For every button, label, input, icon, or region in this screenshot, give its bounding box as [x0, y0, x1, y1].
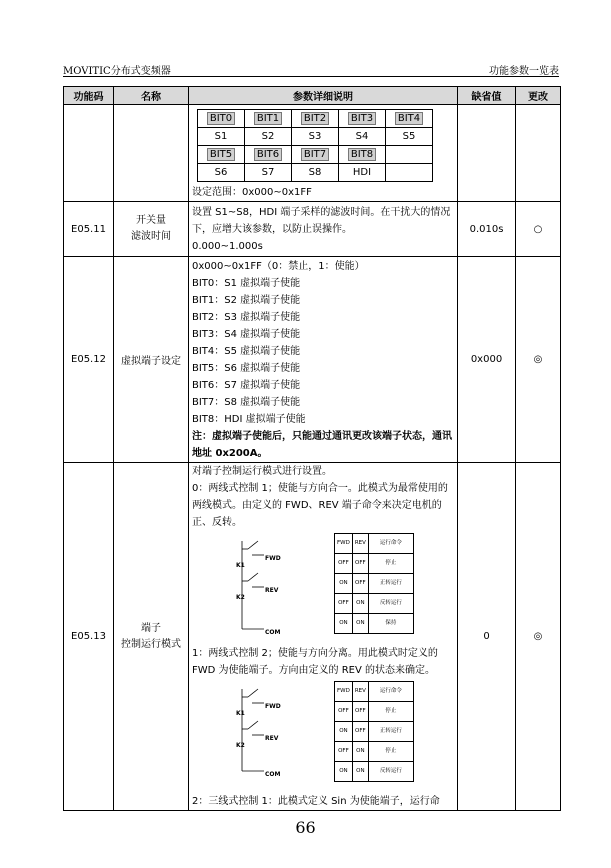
- default-value: 0x000: [458, 257, 516, 463]
- truth-cell: 反转运行: [368, 594, 413, 614]
- code-cell: E05.13: [64, 463, 114, 811]
- note-text: 注：虚拟端子使能后，只能通过通讯更改该端子状态，通讯地址 0x200A。: [192, 430, 452, 459]
- terminal-label: COM: [265, 629, 281, 636]
- truth-cell: 运行命令: [368, 534, 413, 554]
- detail-line: BIT6：S7 虚拟端子使能: [192, 379, 301, 391]
- bit-label: BIT7: [301, 148, 329, 161]
- switch-label: K2: [236, 594, 245, 601]
- terminal-label: FWD: [265, 555, 281, 562]
- name-line: 开关量: [136, 215, 166, 226]
- table-row: [64, 257, 561, 463]
- switch-label: K1: [236, 562, 245, 569]
- detail-cell: [189, 105, 458, 202]
- table-header-row: [64, 87, 561, 105]
- col-header-name: 名称: [114, 87, 189, 105]
- detail-line: BIT8：HDI 虚拟端子使能: [192, 413, 306, 425]
- default-value: 0: [458, 463, 516, 811]
- truth-cell: ON: [335, 614, 353, 634]
- bit-map-table: [197, 109, 433, 182]
- detail-line: BIT2：S3 虚拟端子使能: [192, 311, 301, 323]
- truth-cell: ON: [335, 722, 353, 742]
- detail-line: BIT5：S6 虚拟端子使能: [192, 362, 301, 374]
- two-wire-diagram-2: [192, 679, 454, 793]
- truth-table: [334, 533, 414, 634]
- bit-empty: [386, 146, 433, 164]
- name-cell: [114, 463, 189, 811]
- detail-line: BIT4：S5 虚拟端子使能: [192, 345, 301, 357]
- detail-line: BIT3：S4 虚拟端子使能: [192, 328, 301, 340]
- truth-cell: 停止: [368, 554, 413, 574]
- truth-cell: FWD: [335, 534, 353, 554]
- truth-cell: 运行命令: [368, 682, 413, 702]
- truth-cell: OFF: [352, 554, 368, 574]
- bit-value: S5: [386, 128, 433, 146]
- range-text: 设定范围：0x000~0x1FF: [192, 187, 312, 198]
- page-number: 66: [295, 818, 316, 837]
- description-text: 设置 S1~S8，HDI 端子采样的滤波时间。在干扰大的情况下，应增大该参数，以防止误操作。: [192, 206, 451, 235]
- terminal-label: REV: [265, 735, 279, 742]
- col-header-change: 更改: [516, 87, 561, 105]
- truth-cell: OFF: [352, 702, 368, 722]
- truth-cell: 停止: [368, 702, 413, 722]
- detail-cell: [189, 202, 458, 257]
- mode-description: 0：两线式控制 1；使能与方向合一。此模式为最常使用的两线模式。由定义的 FWD、REV 端子命令来决定电机的正、反转。: [192, 483, 448, 528]
- mode-description: 1：两线式控制 2；使能与方向分离。用此模式时定义的 FWD 为使能端子。方向由定义的 REV 的状态来确定。: [192, 648, 438, 676]
- detail-line: 对端子控制运行模式进行设置。: [192, 466, 332, 477]
- code-cell: E05.12: [64, 257, 114, 463]
- table-row: [64, 105, 561, 202]
- table-row: [64, 202, 561, 257]
- truth-cell: ON: [335, 574, 353, 594]
- terminal-label: COM: [265, 771, 281, 778]
- default-value: 0.010s: [458, 202, 516, 257]
- truth-cell: 反转运行: [368, 762, 413, 782]
- change-symbol: ◎: [516, 257, 561, 463]
- truth-cell: 正转运行: [368, 722, 413, 742]
- truth-cell: ON: [352, 594, 368, 614]
- bit-value: S7: [245, 164, 292, 182]
- truth-cell: OFF: [352, 574, 368, 594]
- mode-description: 2：三线式控制 1：此模式定义 Sin 为使能端子，运行命: [192, 796, 440, 807]
- truth-cell: OFF: [335, 702, 353, 722]
- bit-value: HDI: [339, 164, 386, 182]
- code-cell: E05.11: [64, 202, 114, 257]
- two-wire-diagram-1: [192, 531, 454, 645]
- name-line: 滤波时间: [131, 231, 171, 242]
- name-cell: 虚拟端子设定: [114, 257, 189, 463]
- name-cell: [114, 105, 189, 202]
- truth-cell: OFF: [335, 742, 353, 762]
- truth-cell: 保持: [368, 614, 413, 634]
- detail-line: BIT1：S2 虚拟端子使能: [192, 294, 301, 306]
- switch-label: K1: [236, 710, 245, 717]
- bit-value: S8: [292, 164, 339, 182]
- truth-cell: REV: [352, 682, 368, 702]
- default-cell: [458, 105, 516, 202]
- running-header-left: MOVITIC分布式变频器: [63, 66, 171, 77]
- change-symbol: ◎: [516, 463, 561, 811]
- truth-cell: ON: [352, 762, 368, 782]
- truth-cell: 正转运行: [368, 574, 413, 594]
- detail-cell: [189, 257, 458, 463]
- truth-table: [334, 681, 414, 782]
- bit-label: BIT1: [254, 112, 282, 125]
- change-cell: [516, 105, 561, 202]
- name-line: 控制运行模式: [121, 638, 181, 650]
- code-cell: [64, 105, 114, 202]
- truth-cell: OFF: [335, 594, 353, 614]
- bit-label: BIT8: [348, 148, 376, 161]
- bit-label: BIT0: [207, 112, 235, 125]
- truth-cell: ON: [352, 742, 368, 762]
- detail-line: 0x000~0x1FF（0：禁止，1：使能）: [192, 260, 365, 272]
- truth-cell: 停止: [368, 742, 413, 762]
- running-header-right: 功能参数一览表: [489, 66, 559, 77]
- name-line: 端子: [141, 622, 161, 634]
- bit-value: S6: [198, 164, 245, 182]
- parameter-table: [63, 86, 561, 811]
- terminal-label: FWD: [265, 703, 281, 710]
- name-cell: [114, 202, 189, 257]
- switch-label: K2: [236, 742, 245, 749]
- table-row: [64, 463, 561, 811]
- bit-label: BIT6: [254, 148, 282, 161]
- col-header-detail: 参数详细说明: [189, 87, 458, 105]
- bit-label: BIT5: [207, 148, 235, 161]
- truth-cell: OFF: [352, 722, 368, 742]
- detail-line: BIT7：S8 虚拟端子使能: [192, 396, 301, 408]
- bit-value: S2: [245, 128, 292, 146]
- change-symbol: ○: [516, 202, 561, 257]
- terminal-label: REV: [265, 587, 279, 594]
- bit-label: BIT3: [348, 112, 376, 125]
- bit-value: S4: [339, 128, 386, 146]
- truth-cell: REV: [352, 534, 368, 554]
- header-rule: [63, 76, 559, 77]
- bit-label: BIT4: [395, 112, 423, 125]
- truth-cell: OFF: [335, 554, 353, 574]
- truth-cell: FWD: [335, 682, 353, 702]
- bit-empty: [386, 164, 433, 182]
- range-text: 0.000~1.000s: [192, 240, 263, 252]
- truth-cell: ON: [335, 762, 353, 782]
- bit-label: BIT2: [301, 112, 329, 125]
- col-header-code: 功能码: [64, 87, 114, 105]
- detail-line: BIT0：S1 虚拟端子使能: [192, 277, 301, 289]
- bit-value: S3: [292, 128, 339, 146]
- detail-cell: [189, 463, 458, 811]
- bit-value: S1: [198, 128, 245, 146]
- truth-cell: ON: [352, 614, 368, 634]
- col-header-default: 缺省值: [458, 87, 516, 105]
